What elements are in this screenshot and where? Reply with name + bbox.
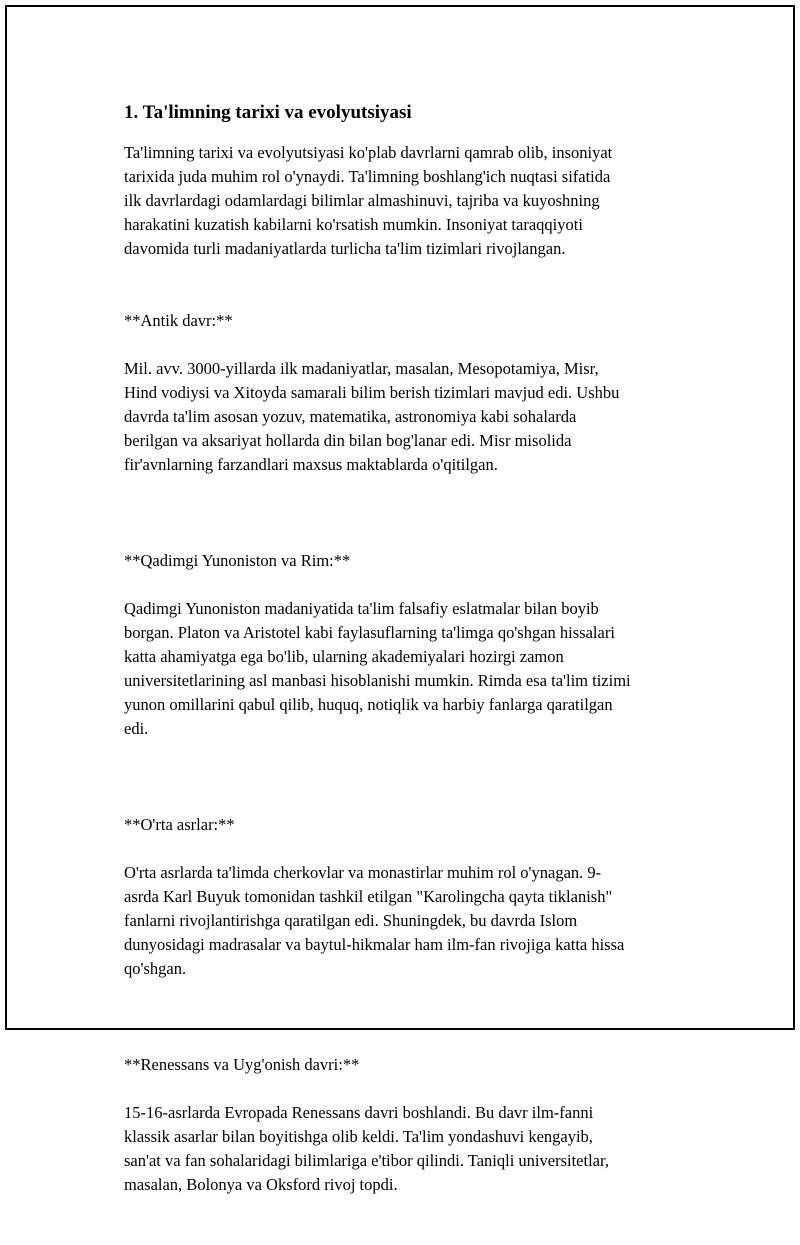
page-frame — [5, 5, 795, 1194]
section-heading: **Renessans va Uyg'onish davri:** — [124, 1055, 360, 1074]
intro-paragraph: Ta'limning tarixi va evolyutsiyasi ko'plab davrlarni qamrab olib, insoniyat tarixida juda muhim rol o'ynaydi. Ta'limning boshlang'ich nuqtasi sifatida ilk davrlardagi odamlardagi bilimlar almashinuvi, tajriba va kuyoshning harakatini kuzatish kabilarni ko'rsatish mumkin. Insoniyat taraqqiyoti davomida turli madaniyatlarda turlicha ta'lim tizimlari rivojlangan. — [124, 143, 613, 258]
section-qadimgi-yunoniston-va-rim — [124, 525, 694, 765]
section-antik-davr — [124, 285, 694, 501]
section-heading: **Antik davr:** — [124, 311, 233, 330]
page-title: 1. Ta'limning tarixi va evolyutsiyasi — [124, 102, 412, 123]
section-body: Mil. avv. 3000-yillarda ilk madaniyatlar, masalan, Mesopotamiya, Misr, Hind vodiysi va Xitoyda samarali bilim berish tizimlari mavjud edi. Ushbu davrda ta'lim asosan yozuv, matematika, astronomiya kabi sohalarda berilgan va aksariyat hollarda din bilan bog'lanar edi. Misr misolida fir'avnlarning farzandlari maxsus maktablarda o'qitilgan. — [124, 359, 620, 474]
section-renessans-va-uygonish-davri — [124, 1029, 694, 1221]
section-body: O'rta asrlarda ta'limda cherkovlar va monastirlar muhim rol o'ynagan. 9- asrda Karl Buyuk tomonidan tashkil etilgan "Karolingcha qayta tiklanish" fanlarni rivojlantirishga qaratilgan edi. Shuningdek, bu davrda Islom dunyosidagi madrasalar va baytul-hikmalar ham ilm-fan rivojiga katta hissa qo'shgan. — [124, 863, 625, 978]
section-orta-asrlar — [124, 789, 694, 1005]
document-content — [124, 99, 694, 1245]
section-body: 15-16-asrlarda Evropada Renessans davri boshlandi. Bu davr ilm-fanni klassik asarlar bilan boyitishga olib keldi. Ta'lim yondashuvi kengayib, san'at va fan sohalaridagi bilimlariga e'tibor qilindi. Taniqli universitetlar, masalan, Bolonya va Oksford rivoj topdi. — [124, 1103, 609, 1194]
section-heading: **O'rta asrlar:** — [124, 815, 235, 834]
section-body: Qadimgi Yunoniston madaniyatida ta'lim falsafiy eslatmalar bilan boyib borgan. Platon va Aristotel kabi faylasuflarning ta'limga qo'shgan hissalari katta ahamiyatga ega bo'lib, ularning akademiyalari hozirgi zamon universitetlarining asl manbasi hisoblanishi mumkin. Rimda esa ta'lim tizimi yunon omillarini qabul qilib, huquq, notiqlik va harbiy fanlarga qaratilgan edi. — [124, 599, 631, 738]
section-heading: **Qadimgi Yunoniston va Rim:** — [124, 551, 351, 570]
